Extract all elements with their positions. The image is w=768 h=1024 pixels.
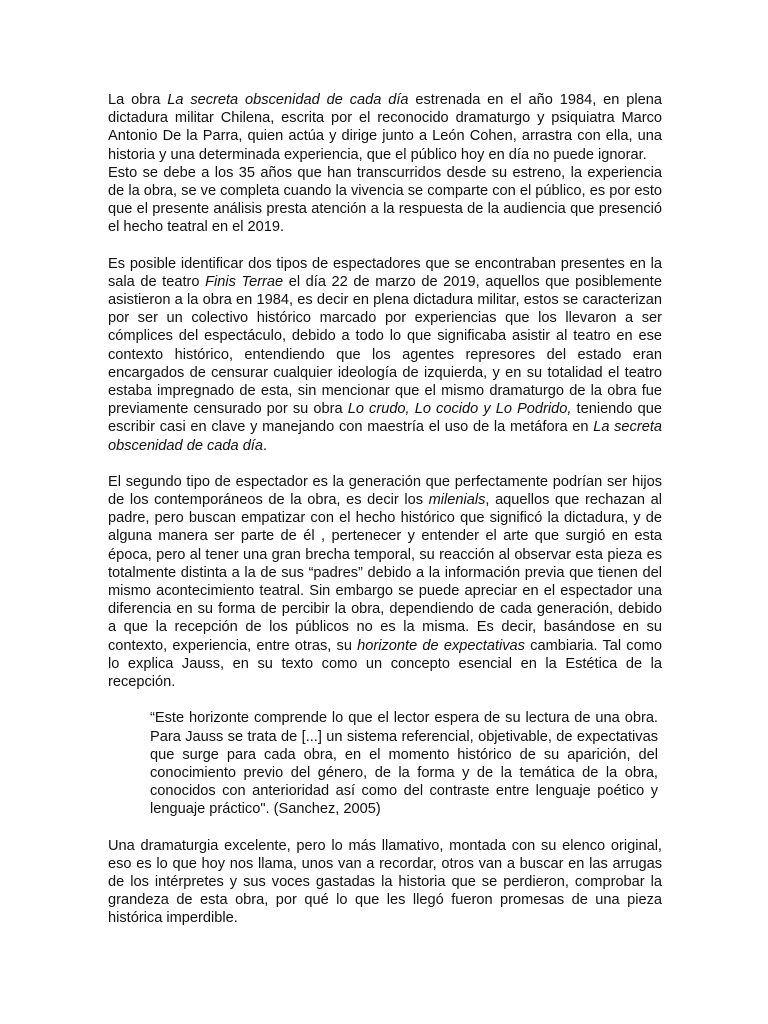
paragraph-gap	[108, 455, 662, 473]
venue-name: Finis Terrae	[205, 273, 284, 290]
paragraph-second-generation	[108, 473, 662, 691]
text-run: La obra	[108, 92, 168, 108]
censored-work-title: Lo crudo, Lo cocido y Lo Podrido,	[347, 401, 572, 418]
play-title: La secreta obscenidad de cada día	[108, 419, 662, 454]
paragraph-intro	[108, 91, 662, 164]
paragraph-gap	[108, 819, 662, 837]
generation-term: milenials	[428, 492, 486, 509]
text-run: , aquellos que rechazan al padre, pero buscan empatizar con el hecho histórico que significó la dictadura, y de alguna manera ser parte de él , pertenecer y entender el arte que surgió en esta época, pero al tener una gran brecha temporal, su reacción al observar esta pieza es totalmente distinta a la de sus “padres” debido a la información previa que tienen del mismo acontecimiento teatral. Sin embargo se puede apreciar en el espectador una diferencia en su forma de percibir la obra, dependiendo de cada generación, debido a que la recepción de los públicos no es la misma. Es decir, basándose en su contexto, experiencia, entre otras, su	[108, 492, 662, 654]
text-run: teniendo que escribir casi en clave y manejando con maestría el uso de la metáfora en	[108, 401, 662, 436]
text-run: cambiaria. Tal como lo explica Jauss, en su texto como un concepto esencial en la Estética de la recepción.	[108, 637, 662, 691]
concept-term: horizonte de expectativas	[357, 637, 525, 654]
paragraph-gap	[108, 691, 662, 709]
paragraph-gap	[108, 237, 662, 255]
play-title: La secreta obscenidad de cada día	[167, 92, 409, 108]
text-run: el día 22 de marzo de 2019, aquellos que posiblemente asistieron a la obra en 1984, es decir en plena dictadura militar, estos se caracterizan por ser un colectivo histórico marcado por experiencias que los llevaron a ser cómplices del espectáculo, debido a todo lo que significaba asistir al teatro en ese contexto histórico, entendiendo que los agentes represores del estado eran encargados de censurar cualquier ideología de izquierda, y en su totalidad el teatro estaba impregnado de esta, sin mencionar que el mismo dramaturgo de la obra fue previamente censurado por su obra	[108, 273, 662, 418]
paragraph-spectators	[108, 255, 662, 455]
text-run: .	[262, 437, 268, 454]
text-run: estrenada en el año 1984, en plena dictadura militar Chilena, escrita por el reconocido dramaturgo y psiquiatra Marco Antonio De la Parra, quien actúa y dirige junto a León Cohen, arrastra con ella, una historia y una determinada experiencia, que el público hoy en día no puede ignorar.	[108, 92, 662, 163]
text-run: El segundo tipo de espectador es la generación que perfectamente podrían ser hijos de los contemporáneos de la obra, es decir los	[108, 473, 662, 509]
block-quote: “Este horizonte comprende lo que el lector espera de su lectura de una obra. Para Jauss se trata de [...] un sistema referencial, objetivable, de expectativas que surge para cada obra, en el momento histórico de su aparición, del conocimiento previo del género, de la forma y de la temática de la obra, conocidos con anterioridad así como del contraste entre lenguaje poético y lenguaje práctico". (Sanchez, 2005)	[150, 710, 658, 818]
paragraph-reason: Esto se debe a los 35 años que han transcurridos desde su estreno, la experiencia de la obra, se ve completa cuando la vivencia se comparte con el público, es por esto que el presente análisis presta atención a la respuesta de la audiencia que presenció el hecho teatral en el 2019.	[108, 164, 662, 236]
text-run: Es posible identificar dos tipos de espectadores que se encontraban presentes en la sala de teatro	[108, 255, 662, 290]
paragraph-conclusion: Una dramaturgia excelente, pero lo más llamativo, montada con su elenco original, eso es lo que hoy nos llama, unos van a recordar, otros van a buscar en las arrugas de los intérpretes y sus voces gastadas la historia que se perdieron, comprobar la grandeza de esta obra, por qué lo que les llegó fueron promesas de una pieza histórica imperdible.	[108, 837, 662, 927]
